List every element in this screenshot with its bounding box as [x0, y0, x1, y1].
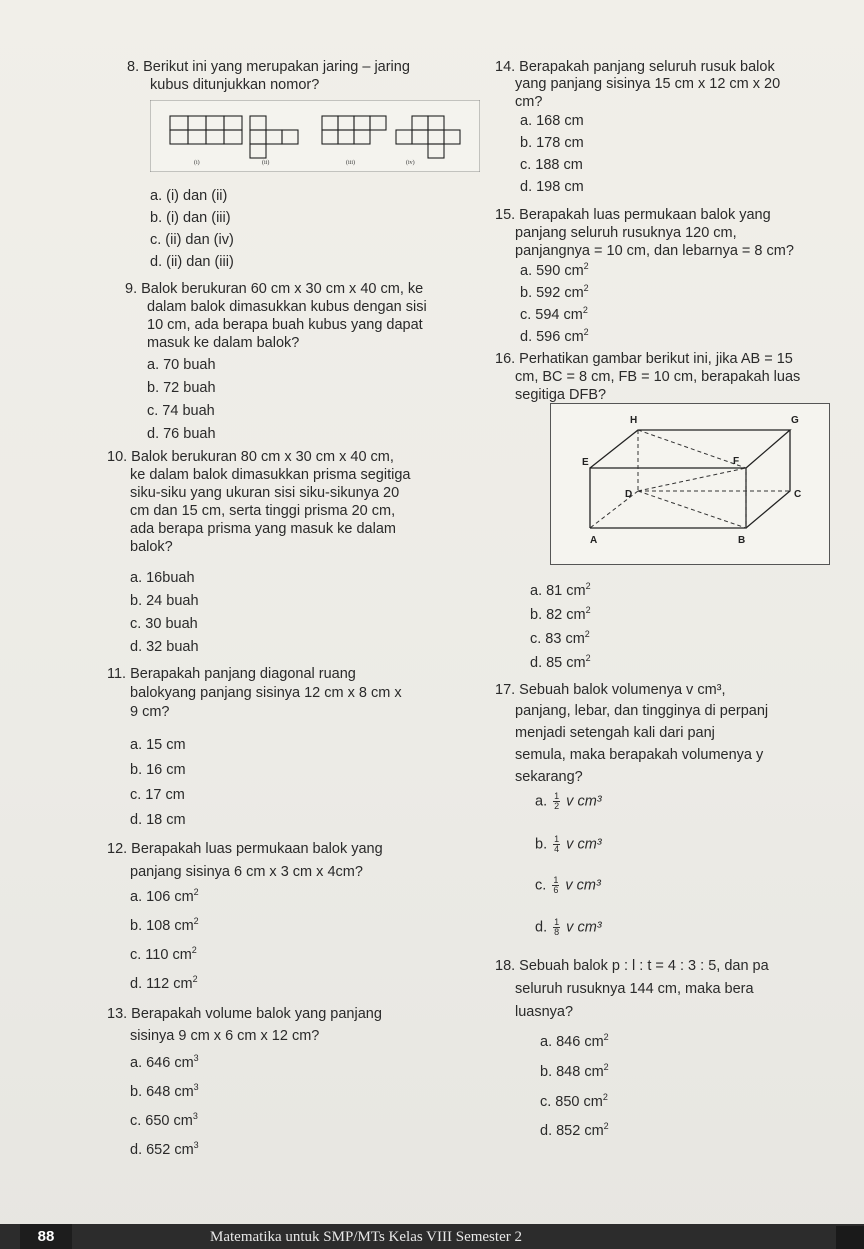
vertex-label-g: G	[791, 415, 799, 426]
q16-option-a: a. 81 $cm^2$	[530, 581, 591, 599]
vertex-label-b: B	[738, 535, 746, 546]
q9-text-line-2: dalam balok dimasukkan kubus dengan sisi	[147, 299, 427, 315]
q15-text-line-1: 15. Berapakah luas permukaan balok yang	[495, 207, 771, 223]
q10-option-c: c. 30 buah	[130, 616, 198, 632]
q12-text-line-1: 12. Berapakah luas permukaan balok yang	[107, 841, 383, 857]
q9-text-line-4: masuk ke dalam balok?	[147, 335, 300, 351]
q18-text-line-3: luasnya?	[515, 1004, 574, 1020]
net-label-iv: (iv)	[406, 160, 415, 166]
q10-text-line-5: ada berapa prisma yang masuk ke dalam	[130, 521, 396, 537]
q18-option-a: a. 846 $cm^2$	[540, 1032, 609, 1050]
q9-option-d: d. 76 buah	[147, 426, 216, 442]
q8-text-line-1: 8. Berikut ini yang merupakan jaring – jaring	[127, 59, 410, 75]
q10-option-b: b. 24 buah	[130, 593, 199, 609]
q11-option-c: c. 17 cm	[130, 787, 185, 803]
q12-option-d: d. 112 $cm^2$	[130, 974, 198, 992]
q13-option-b: b. 648 $cm^3$	[130, 1082, 199, 1100]
vertex-label-f: F	[733, 456, 740, 467]
q17-option-b: b. $\frac{1}{4}$ v cm³	[535, 834, 602, 854]
q11-text-line-1: 11. Berapakah panjang diagonal ruang	[107, 666, 356, 682]
footer-tab	[836, 1226, 864, 1249]
q18-option-b: b. 848 $cm^2$	[540, 1062, 609, 1080]
q15-option-b: b. 592 $cm^2$	[520, 283, 589, 301]
q8-option-c: c. (ii) dan (iv)	[150, 232, 234, 248]
q14-text-line-2: yang panjang sisinya 15 cm x 12 cm x 20	[515, 76, 781, 92]
q15-text-line-2: panjang seluruh rusuknya 120 cm,	[515, 225, 737, 241]
q16-text-line-1: 16. Perhatikan gambar berikut ini, jika AB = 15	[495, 351, 793, 367]
vertex-label-c: C	[794, 489, 802, 500]
q14-text-line-1: 14. Berapakah panjang seluruh rusuk balok	[495, 59, 775, 75]
q18-text-line-2: seluruh rusuknya 144 cm, maka bera	[515, 981, 754, 997]
q12-option-a: a. 106 $cm^2$	[130, 887, 199, 905]
q11-option-d: d. 18 cm	[130, 812, 186, 828]
q14-option-a: a. 168 cm	[520, 113, 584, 129]
q11-option-b: b. 16 cm	[130, 762, 186, 778]
q18-text-line-1: 18. Sebuah balok p : l : t = 4 : 3 : 5, dan pa	[495, 958, 769, 974]
q17-option-d: d. $\frac{1}{8}$ v cm³	[535, 917, 602, 937]
vertex-label-e: E	[582, 457, 589, 468]
q14-option-c: c. 188 cm	[520, 157, 583, 173]
q10-text-line-1: 10. Balok berukuran 80 cm x 30 cm x 40 cm,	[107, 449, 394, 465]
vertex-label-d: D	[625, 489, 633, 500]
q15-option-c: c. 594 $cm^2$	[520, 305, 588, 323]
book-title: Matematika untuk SMP/MTs Kelas VIII Semester 2	[210, 1229, 522, 1245]
q14-option-b: b. 178 cm	[520, 135, 584, 151]
q8-option-d: d. (ii) dan (iii)	[150, 254, 234, 270]
q8-option-a: a. (i) dan (ii)	[150, 188, 228, 204]
vertex-label-h: H	[630, 415, 638, 426]
q12-option-b: b. 108 $cm^2$	[130, 916, 199, 934]
q17-text-line-4: semula, maka berapakah volumenya y	[515, 747, 764, 763]
q12-text-line-2: panjang sisinya 6 cm x 3 cm x 4cm?	[130, 864, 363, 880]
q11-option-a: a. 15 cm	[130, 737, 186, 753]
q16-option-d: d. 85 $cm^2$	[530, 653, 591, 671]
q9-option-c: c. 74 buah	[147, 403, 215, 419]
q10-option-a: a. 16buah	[130, 570, 195, 586]
page-number: 88	[20, 1224, 72, 1249]
q16-text-line-3: segitiga DFB?	[515, 387, 607, 403]
q11-text-line-2: balokyang panjang sisinya 12 cm x 8 cm x	[130, 685, 402, 701]
q10-text-line-4: cm dan 15 cm, serta tinggi prisma 20 cm,	[130, 503, 396, 519]
q9-text-line-3: 10 cm, ada berapa buah kubus yang dapat	[147, 317, 423, 333]
q16-cuboid-figure	[550, 403, 830, 565]
q9-option-b: b. 72 buah	[147, 380, 216, 396]
q11-text-line-3: 9 cm?	[130, 704, 170, 720]
q13-option-d: d. 652 $cm^3$	[130, 1140, 199, 1158]
q15-option-d: d. 596 $cm^2$	[520, 327, 589, 345]
q16-option-b: b. 82 $cm^2$	[530, 605, 591, 623]
q9-text-line-1: 9. Balok berukuran 60 cm x 30 cm x 40 cm, ke	[125, 281, 424, 297]
net-label-ii: (ii)	[262, 160, 270, 166]
q16-text-line-2: cm, BC = 8 cm, FB = 10 cm, berapakah luas	[515, 369, 801, 385]
q14-option-d: d. 198 cm	[520, 179, 584, 195]
q17-text-line-5: sekarang?	[515, 769, 583, 785]
q18-option-d: d. 852 $cm^2$	[540, 1121, 609, 1139]
vertex-label-a: A	[590, 535, 598, 546]
q10-text-line-2: ke dalam balok dimasukkan prisma segitiga	[130, 467, 411, 483]
net-label-iii: (iii)	[346, 160, 355, 166]
q8-option-b: b. (i) dan (iii)	[150, 210, 231, 226]
q10-option-d: d. 32 buah	[130, 639, 199, 655]
q9-option-a: a. 70 buah	[147, 357, 216, 373]
q15-text-line-3: panjangnya = 10 cm, dan lebarnya = 8 cm?	[515, 243, 794, 259]
q10-text-line-6: balok?	[130, 539, 173, 555]
q13-text-line-1: 13. Berapakah volume balok yang panjang	[107, 1006, 382, 1022]
q17-text-line-3: menjadi setengah kali dari panj	[515, 725, 715, 741]
q17-text-line-1: 17. Sebuah balok volumenya v cm³,	[495, 682, 726, 698]
q15-option-a: a. 590 $cm^2$	[520, 261, 589, 279]
q12-option-c: c. 110 $cm^2$	[130, 945, 197, 963]
q13-text-line-2: sisinya 9 cm x 6 cm x 12 cm?	[130, 1028, 320, 1044]
q14-text-line-3: cm?	[515, 94, 543, 110]
q13-option-a: a. 646 $cm^3$	[130, 1053, 199, 1071]
q8-text-line-2: kubus ditunjukkan nomor?	[150, 77, 320, 93]
q17-option-c: c. $\frac{1}{6}$ v cm³	[535, 875, 601, 895]
q17-option-a: a. $\frac{1}{2}$ v cm³	[535, 791, 602, 811]
q10-text-line-3: siku-siku yang ukuran sisi siku-sikunya 20	[130, 485, 400, 501]
q13-option-c: c. 650 $cm^3$	[130, 1111, 198, 1129]
q17-text-line-2: panjang, lebar, dan tingginya di perpanj	[515, 703, 769, 719]
net-label-i: (i)	[194, 160, 200, 166]
q8-cube-nets-figure	[150, 100, 480, 172]
q16-option-c: c. 83 $cm^2$	[530, 629, 590, 647]
q18-option-c: c. 850 $cm^2$	[540, 1092, 608, 1110]
